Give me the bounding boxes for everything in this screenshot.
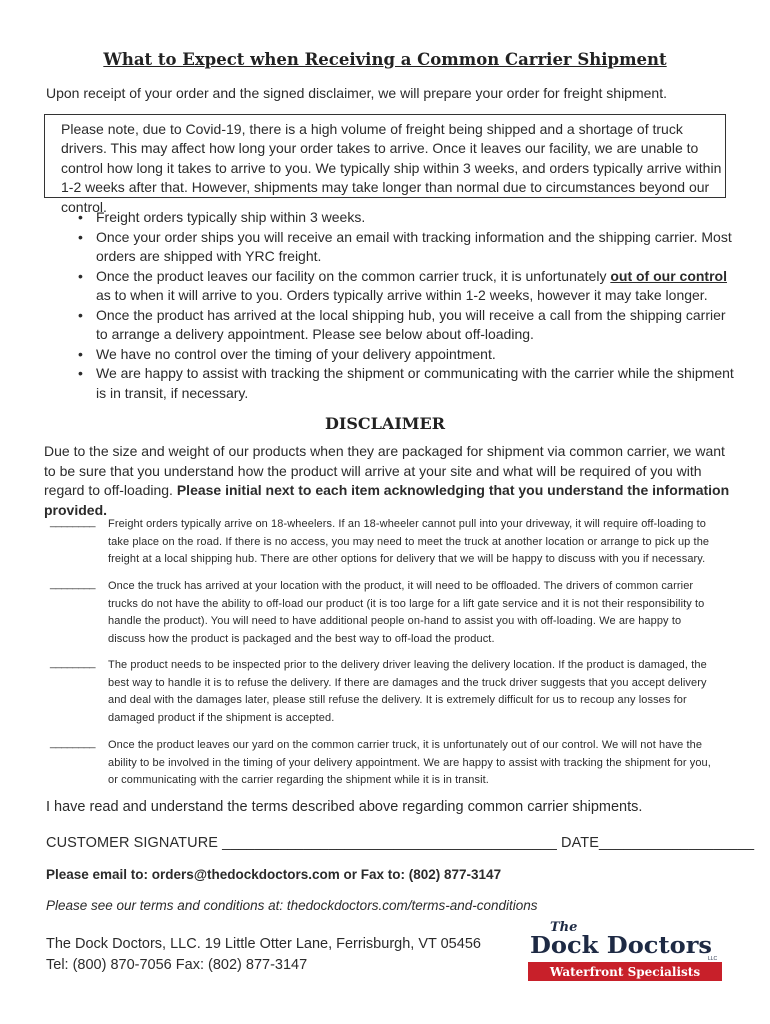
list-item: • We are happy to assist with tracking the shipment or communicating with the carrier while the shipment is in transit, if necessary. [78,364,738,403]
list-item-text: as to when it will arrive to you. Orders typically arrive within 1-2 weeks, however it may take longer. [96,287,708,303]
disclaimer-intro [44,442,734,520]
list-item: • We have no control over the timing of your delivery appointment. [78,345,738,365]
terms-link-text: Please see our terms and conditions at: thedockdoctors.com/terms-and-conditions [46,898,538,913]
list-item: • Freight orders typically ship within 3 weeks. [78,208,738,228]
list-item: • Once the product has arrived at the local shipping hub, you will receive a call from the shipping carrier to arrange a delivery appointment. Please see below about off-loading. [78,306,738,345]
disclaimer-item-text: The product needs to be inspected prior to the delivery driver leaving the delivery location. If the product is damaged, the best way to handle it is to refuse the delivery. If there are damages and the truck driver suggests that you accept delivery and deal with the damages later, please still refuse the delivery. It is extremely difficult for us to recoup any losses for damaged product if the shipment is accepted. [108,659,707,724]
disclaimer-heading: DISCLAIMER [325,414,445,433]
covid-notice-box: Please note, due to Covid-19, there is a high volume of freight being shipped and a shortage of truck drivers. This may affect how long your order takes to arrive. Once it leaves our facility, we are unable to control how long it takes to arrive to you. We typically ship within 3 weeks, and orders typically arrive within 1-2 weeks after that. However, shipments may take longer than normal due to circumstances beyond our control. [44,114,726,198]
signature-date-line[interactable]: CUSTOMER SIGNATURE _________________________________________ DATE___________________ [46,835,755,851]
list-item-text: Once the product leaves our facility on the common carrier truck, it is unfortunately [96,267,611,284]
disclaimer-intro-instruction: Please initial next to each item acknowledging that you understand the information provided. [44,482,730,518]
list-item: • Once your order ships you will receive an email with tracking information and the shipping carrier. Most orders are shipped with YRC freight. [78,228,738,267]
intro-text: Upon receipt of your order and the signed disclaimer, we will prepare your order for freight shipment. [46,85,667,101]
initial-field[interactable]: ________ [50,657,95,669]
list-item [78,267,738,306]
company-address: The Dock Doctors, LLC. 19 Little Otter Lane, Ferrisburgh, VT 05456 [46,936,481,952]
page-title: What to Expect when Receiving a Common Carrier Shipment [103,50,667,69]
dock-doctors-logo [528,916,724,982]
acknowledgement-text: I have read and understand the terms described above regarding common carrier shipments. [46,799,643,815]
initial-field[interactable]: ________ [50,737,95,749]
disclaimer-item-text: Once the truck has arrived at your location with the product, it will need to be offloaded. The drivers of common carrier trucks do not have the ability to off-load our product (it is too large for a lift gate service and it is not their responsibility to handle the product). You will need to have additional people on-hand to assist you with off-loading. We are happy to discuss how the product is packaged and the best way to off-load the product. [108,580,705,645]
disclaimer-item-text: Freight orders typically arrive on 18-wheelers. If an 18-wheeler cannot pull into your driveway, it will require off-loading to take place on the road. If there is no access, you may need to meet the truck at another location or arrange to pick up the freight at a local shipping hub. There are other options for delivery that we will be happy to discuss with you if necessary. [108,518,710,565]
initial-field[interactable]: ________ [50,578,95,590]
logo-name-text: Dock Doctors [530,932,712,959]
logo-llc-text: LLC [708,956,718,962]
expectations-list [78,208,738,403]
disclaimer-item-text: Once the product leaves our yard on the common carrier truck, it is unfortunately out of our control. We will not have the ability to be involved in the timing of your delivery appointment. We are happy to assist with tracking the shipment for you, or communicating with the carrier regarding the shipment while it is in transit. [108,739,711,786]
logo-tagline-text: Waterfront Specialists [549,965,701,979]
initial-field[interactable]: ________ [50,516,95,528]
disclaimer-intro-text: Due to the size and weight of our products when they are packaged for shipment via common carrier, we want to be sure that you understand how the product will arrive at your site and what will be required of you with regard to off-loading. [44,443,725,498]
company-phone-fax: Tel: (800) 870-7056 Fax: (802) 877-3147 [46,957,308,973]
out-of-control-emphasis: out of our control [610,267,727,284]
logo-the-text: The [550,920,578,935]
contact-email-fax: Please email to: orders@thedockdoctors.com or Fax to: (802) 877-3147 [46,867,502,882]
